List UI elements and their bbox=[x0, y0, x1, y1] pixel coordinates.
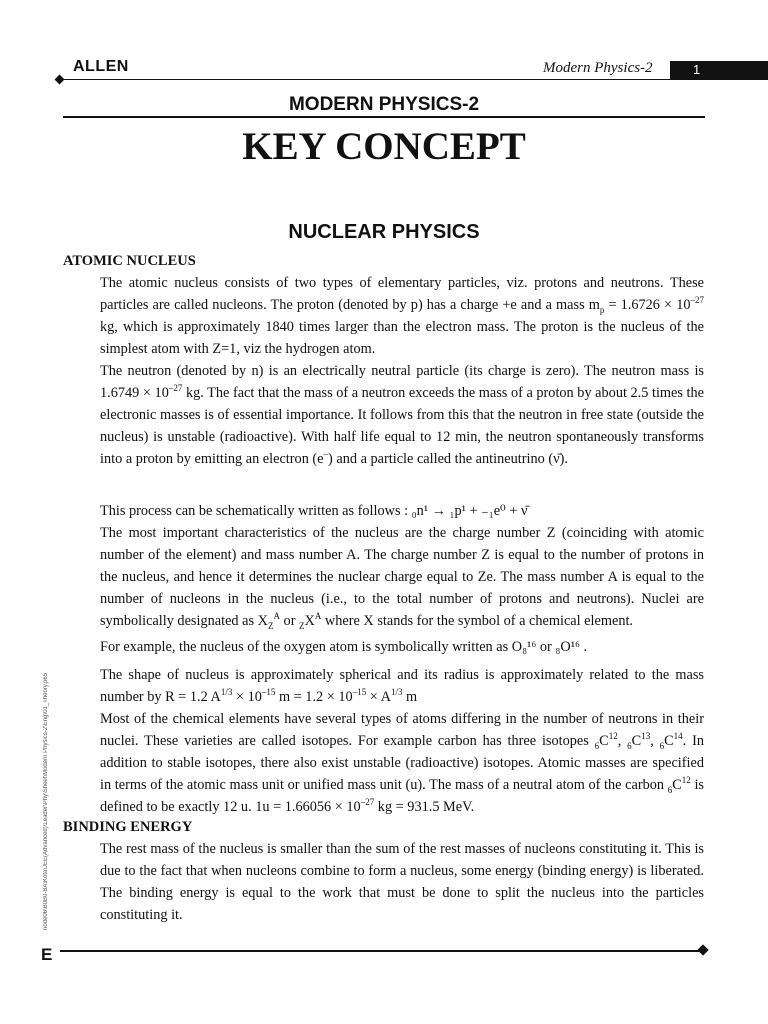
paragraph-oxygen-example: For example, the nucleus of the oxygen atom is symbolically written as O₈¹⁶ or ₈O¹⁶ . bbox=[100, 639, 588, 655]
header-rule bbox=[63, 79, 683, 80]
key-concept-heading: KEY CONCEPT bbox=[242, 125, 526, 168]
footer-rule bbox=[60, 950, 700, 952]
page-number-box bbox=[670, 61, 768, 80]
paragraph-charge-number: The most important characteristics of the nucleus are the charge number Z (coinciding with atomic number of the element) and mass number A. The charge number Z is equal to the number of protons in the nucleus, and hence it determines the nuclear charge equal to Ze. The mass number A is equal to the number of nucleons in the nucleus (i.e., to the total number of protons and neutrons). Nuclei are symbolically designated as $X_Z^A$ or $_ZX^A$ where X stands for the symbol of a chemical element. bbox=[100, 525, 704, 631]
header-diamond-icon bbox=[55, 75, 65, 85]
paragraph-nuclear-radius: The shape of nucleus is approximately spherical and its radius is approximately related to the mass number by R = 1.2 $A^{1/3} \times 10^{-15}$ $m = 1.2 \times 10^{-15} \times A^{1/3}$ m bbox=[100, 667, 704, 705]
section-title: NUCLEAR PHYSICS bbox=[288, 221, 480, 243]
page-number: 1 bbox=[693, 62, 701, 77]
subhead-atomic-nucleus: ATOMIC NUCLEUS bbox=[63, 253, 196, 269]
running-title: Modern Physics-2 bbox=[543, 60, 653, 76]
subhead-binding-energy: BINDING ENERGY bbox=[63, 819, 193, 835]
paragraph-neutron: The neutron (denoted by n) is an electrically neutral particle (its charge is zero). The neutron mass is $1.6749 \times 10^{-27}$ kg. The fact that the mass of a neutron exceeds the mass of a proton by about 2.5 times the electronic masses is of essential importance. It follows from this that the neutron in free state (outside the nucleus) is unstable (radioactive). With half life equal to 12 min, the neutron spontaneously transforms into a proton by emitting an electron (e–) and a particle called the antineutrino (ν̄). bbox=[100, 363, 705, 467]
paragraph-binding-energy: The rest mass of the nucleus is smaller than the sum of the rest masses of nucleons constituting it. This is due to the fact that when nucleons combine to form a nucleus, some energy (binding energy) is liberated. The binding energy is equal to the work that must be done to split the nucleus into the particles constituting it. bbox=[100, 841, 704, 923]
paragraph-proton: The atomic nucleus consists of two types of elementary particles, viz. protons and neutrons. These particles are called nucleons. The proton (denoted by p) has a charge +e and a mass $m_p = 1.6726 \times 10^{-27}$ kg, which is approximately 1840 times larger than the electron mass. The proton is the nucleus of the simplest atom with Z=1, viz the hydrogen atom. bbox=[100, 275, 704, 357]
brand-logo: ALLEN bbox=[73, 58, 129, 75]
paragraph-decay-equation: This process can be schematically written as follows : ₀n¹ → ₁p¹ + ₋₁e⁰ + ν̄ bbox=[100, 503, 528, 519]
footer-diamond-icon bbox=[697, 944, 708, 955]
decay-equation: ₀n¹ → ₁p¹ + ₋₁e⁰ + ν̄ bbox=[411, 503, 528, 519]
oxygen-notation: O₈¹⁶ or ₈O¹⁶ . bbox=[511, 639, 588, 655]
file-path-margin-text: node06\B0B0-BA\Kota\JEE(Advanced)\Leader\Phy\Sheet\Modern Physics-2\Eng\01_Theory.p65 bbox=[43, 672, 49, 930]
paragraph-isotopes: Most of the chemical elements have several types of atoms differing in the number of neutrons in their nuclei. These varieties are called isotopes. For example carbon has three isotopes $_6C^{12}$, $_6C^{13}$, $_6C^{14}$. In addition to stable isotopes, there also exist unstable (radioactive) isotopes. Atomic masses are specified in terms of the atomic mass unit or unified mass unit (u). The mass of a neutral atom of the carbon $_6C^{12}$ is defined to be exactly 12 u. $1u = 1.66056 \times 10^{-27}$ kg = 931.5 MeV. bbox=[100, 711, 704, 815]
chapter-title: MODERN PHYSICS-2 bbox=[288, 94, 480, 115]
title-rule bbox=[63, 116, 705, 118]
footer-letter: E bbox=[41, 945, 53, 964]
